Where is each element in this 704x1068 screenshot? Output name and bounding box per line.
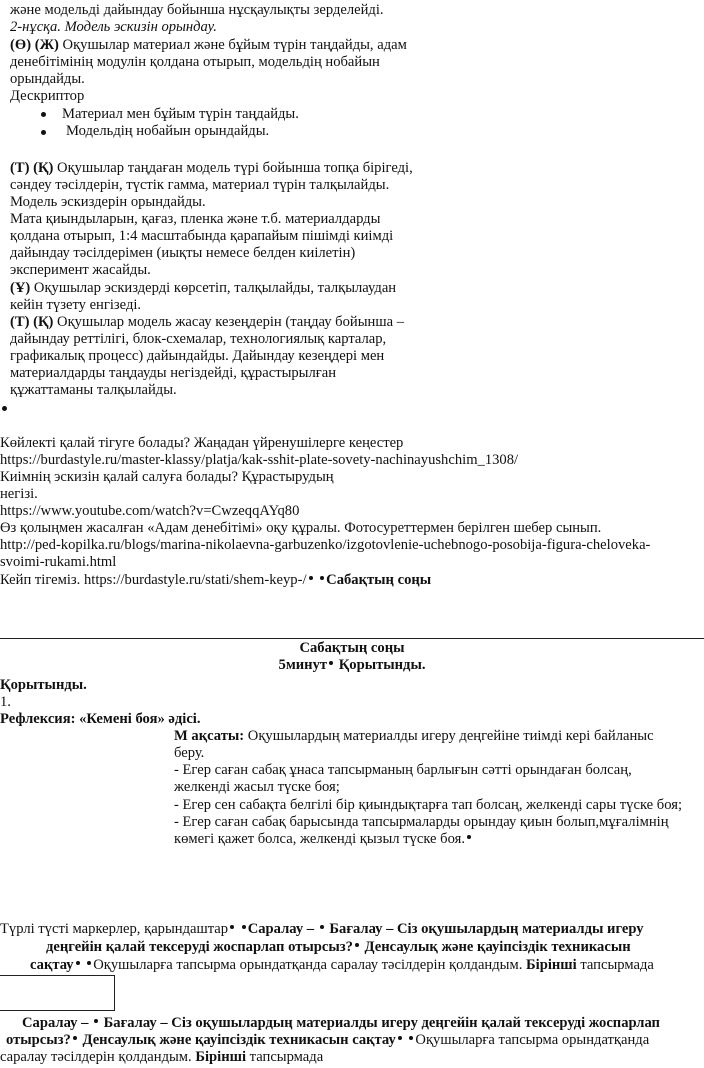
text-span: Оқушылар материал және бұйым түрін таңдайды, адам bbox=[58, 37, 407, 53]
descriptor-heading: Дескриптор bbox=[10, 88, 85, 104]
text-line bbox=[10, 280, 396, 297]
text-span: Оқушылар модель жасау кезеңдерін (таңдау бойынша – bbox=[53, 314, 404, 330]
bullet-icon bbox=[230, 925, 234, 929]
text-span: Оқушылар эскиздерді көрсетіп, талқылайды, талқылаудан bbox=[30, 280, 397, 296]
text-span: Оқушыларға тапсырма орындатқанда bbox=[415, 1032, 650, 1048]
text-line: материалдарды таңдауды негіздейді, құрастырылған bbox=[10, 365, 337, 381]
bullet-icon bbox=[398, 1036, 402, 1040]
text-line: - Егер сен сабақта белгілі бір қиындықтарға тап болсаң, желкенді сары түске боя; bbox=[174, 797, 683, 813]
bold-span: Бағалау – Сіз оқушылардың материалды игеру bbox=[325, 921, 644, 937]
bold-span: Бағалау – Сіз оқушылардың материалды игеру деңгейін қалай тексеруді жоспарлап bbox=[100, 1015, 660, 1031]
text-line bbox=[6, 1032, 649, 1049]
text-line: графикалық процесс) дайындайды. Дайындау кезеңдері мен bbox=[10, 348, 385, 364]
bullet-icon bbox=[41, 130, 46, 135]
text-span: Оқушылар таңдаған модель түрі бойынша топқа бірігеді, bbox=[53, 160, 413, 176]
text-line bbox=[46, 939, 631, 956]
text-span: тапсырмада bbox=[576, 957, 654, 973]
text-span: көмегі қажет болса, желкенді қызыл түске боя. bbox=[174, 831, 465, 847]
resource-link[interactable]: Кейп тігеміз. https://burdastyle.ru/stati/shem-keyp-/ bbox=[0, 572, 307, 588]
section-label: Сабақтың соңы bbox=[326, 572, 432, 588]
empty-cell bbox=[0, 975, 115, 1011]
bullet-icon bbox=[73, 1036, 77, 1040]
text-line: кейін түзету енгізеді. bbox=[10, 297, 142, 313]
text-line: эксперимент жасайды. bbox=[10, 262, 151, 278]
resource-line: Көйлекті қалай тігуге болады? Жаңадан үйренушілерге кеңестер bbox=[0, 435, 404, 451]
reflection-heading: Рефлексия: «Кемені боя» әдісі. bbox=[0, 711, 201, 727]
section-subtitle bbox=[0, 657, 704, 674]
text-line: орындайды. bbox=[10, 71, 85, 87]
duration-label: 5минут bbox=[278, 657, 328, 673]
subtitle-text: Қорытынды. bbox=[335, 657, 426, 673]
bold-span: Бірінші bbox=[195, 1049, 247, 1065]
variant-heading: 2-нұсқа. Модель эскизін орындау. bbox=[10, 19, 217, 35]
tag-label: (Ұ) bbox=[10, 280, 31, 296]
text-line: Модель эскиздерін орындайды. bbox=[10, 194, 206, 210]
text-line bbox=[30, 957, 654, 974]
descriptor-item: Модельдің нобайын орындайды. bbox=[66, 123, 270, 139]
bullet-icon bbox=[355, 943, 359, 947]
text-line bbox=[0, 1049, 323, 1066]
text-span: Оқушылардың материалды игеру деңгейіне тиімді кері байланыс bbox=[244, 728, 654, 744]
text-line: сәндеу тәсілдерін, түстік гамма, материал түрін талқылайды. bbox=[10, 177, 390, 193]
text-span: Түрлі түсті маркерлер, қарындаштар bbox=[0, 921, 229, 937]
bullet-icon bbox=[467, 835, 471, 839]
resource-link[interactable]: svoimi-rukami.html bbox=[0, 554, 117, 570]
bold-span: Саралау – bbox=[247, 921, 318, 937]
resource-line bbox=[0, 572, 431, 589]
text-line bbox=[0, 921, 644, 938]
resource-link[interactable]: https://burdastyle.ru/master-klassy/platja/kak-sshit-plate-sovety-nachinayushchim_1308/ bbox=[0, 452, 519, 468]
bullet-icon bbox=[309, 576, 313, 580]
bullet-icon bbox=[76, 961, 80, 965]
bullet-icon bbox=[242, 925, 246, 929]
bullet-icon bbox=[320, 576, 324, 580]
tag-label: (Т) (Қ) bbox=[10, 160, 54, 176]
text-line bbox=[10, 314, 404, 331]
bullet-icon bbox=[320, 925, 324, 929]
bullet-icon bbox=[409, 1036, 413, 1040]
list-number: 1. bbox=[0, 694, 11, 710]
text-line: денебітімінің модулін қолдана отырып, модельдің нобайын bbox=[10, 54, 380, 70]
bold-span: сақтау bbox=[30, 957, 74, 973]
text-line: дайындау тәсілдерімен (иықты немесе белден киілетін) bbox=[10, 245, 356, 261]
resource-line: Киімнің эскизін қалай салуға болады? Құрастырудың bbox=[0, 469, 334, 485]
text-line bbox=[174, 831, 473, 848]
text-span: тапсырмада bbox=[246, 1049, 324, 1065]
divider bbox=[0, 638, 704, 639]
tag-label: (Ө) (Ж) bbox=[10, 37, 59, 53]
text-line: - Егер саған сабақ ұнаса тапсырманың барлығын сәтті орындаған болсаң, bbox=[174, 762, 632, 778]
resource-link[interactable]: https://www.youtube.com/watch?v=CwzeqqAYq80 bbox=[0, 503, 300, 519]
text-line: қолдана отырып, 1:4 масштабында қарапайым пішімді киімді bbox=[10, 228, 394, 244]
resource-line: Өз қолыңмен жасалған «Адам денебітімі» оқу құралы. Фотосуреттермен берілген шебер сынып. bbox=[0, 520, 602, 536]
bold-span: отырсыз? bbox=[6, 1032, 71, 1048]
text-line bbox=[10, 160, 413, 177]
text-line: Мата қиындыларын, қағаз, пленка және т.б. материалдарды bbox=[10, 211, 381, 227]
text-line bbox=[22, 1015, 660, 1032]
section-title: Сабақтың соңы bbox=[299, 640, 405, 656]
bullet-icon bbox=[94, 1019, 98, 1023]
bold-span: Денсаулық және қауіпсіздік техникасын сақтау bbox=[78, 1032, 396, 1048]
text-line: құжаттаманы талқылайды. bbox=[10, 382, 177, 398]
text-line bbox=[10, 37, 407, 54]
text-line: дайындау реттілігі, блок-схемалар, технологиялық карталар, bbox=[10, 331, 387, 347]
resource-link[interactable]: http://ped-kopilka.ru/blogs/marina-nikolaevna-garbuzenko/izgotovlenie-uchebnogo-posobija-figura-cheloveka- bbox=[0, 537, 651, 553]
aim-line bbox=[174, 728, 654, 745]
bold-span: Денсаулық және қауіпсіздік техникасын bbox=[360, 939, 631, 955]
bold-span: Бірінші bbox=[526, 957, 577, 973]
bold-span: деңгейін қалай тексеруді жоспарлап отырсыз? bbox=[46, 939, 353, 955]
text-line: және модельді дайындау бойынша нұсқаулықты зерделейді. bbox=[10, 2, 384, 18]
text-line: желкенді жасыл түске боя; bbox=[174, 779, 340, 795]
conclusion-heading: Қорытынды. bbox=[0, 677, 87, 693]
bullet-icon bbox=[87, 961, 91, 965]
aim-label: М ақсаты: bbox=[174, 728, 245, 744]
tag-label: (Т) (Қ) bbox=[10, 314, 54, 330]
bullet-icon bbox=[329, 661, 333, 665]
bullet-icon bbox=[2, 406, 7, 411]
resource-line: негізі. bbox=[0, 486, 38, 502]
text-line: беру. bbox=[174, 745, 205, 761]
bullet-icon bbox=[41, 112, 46, 117]
descriptor-item: Материал мен бұйым түрін таңдайды. bbox=[62, 106, 299, 122]
text-line: - Егер саған сабақ барысында тапсырмаларды орындау қиын болып,мұғалімнің bbox=[174, 814, 669, 830]
bold-span: Саралау – bbox=[22, 1015, 93, 1031]
text-span: Оқушыларға тапсырма орындатқанда саралау тәсілдерін қолдандым. bbox=[93, 957, 526, 973]
text-span: саралау тәсілдерін қолдандым. bbox=[0, 1049, 196, 1065]
